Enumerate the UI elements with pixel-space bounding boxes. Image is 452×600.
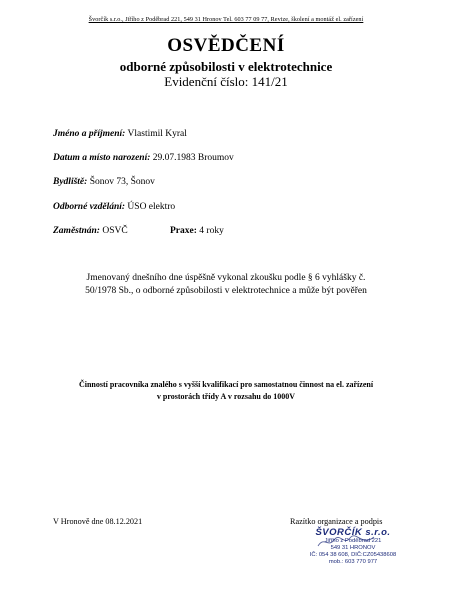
activity-line-2: v prostorách třídy A v rozsahu do 1000V [156,392,296,401]
employment-label: Zaměstnán: [53,226,100,236]
exam-line-1: Jmenovaný dnešního dne úspěšně vykonal zkoušku podle § 6 vyhlášky č. [86,273,366,283]
evidence-number: Evidenční číslo: 141/21 [164,74,288,89]
exam-paragraph [56,272,396,298]
issue-date: V Hronově dne 08.12.2021 [53,517,143,526]
employment-field [53,226,128,236]
name-field [53,129,187,139]
birth-field [53,153,234,163]
employment-value: OSVČ [102,226,128,236]
stamp-address: Jiřího z Poděbrad 221 [324,538,382,544]
practice-value: 4 roky [199,226,224,236]
stamp-label: Razítko organizace a podpis [290,517,383,526]
stamp-phone: mob.: 603 770 977 [328,559,378,565]
education-value: ÚSO elektro [127,202,176,212]
residence-field [53,177,155,187]
stamp-ids: IČ: 054 38 608, DIČ:CZ05438608 [309,552,397,558]
activity-line-1: Činností pracovníka znalého s vyšší kvalifikací pro samostatnou činnost na el. zařízení [78,380,374,389]
exam-line-2: 50/1978 Sb., o odborné způsobilosti v elektrotechnice a může být pověřen [85,286,367,296]
document-title: OSVĚDČENÍ [167,35,285,56]
signature-scribble [316,534,376,550]
stamp-company-name: ŠVORČÍK s.r.o. [315,527,391,538]
document-subtitle: odborné způsobilosti v elektrotechnice [119,59,333,74]
residence-label: Bydliště: [53,177,88,187]
education-field [53,202,175,212]
company-header: Švorčík s.r.o., Jiřího z Poděbrad 221, 549 31 Hronov Tel. 603 77 09 77, Revize, školení a montáž el. zařízení [88,16,364,23]
residence-value: Šonov 73, Šonov [89,177,155,187]
activity-scope [36,379,416,403]
practice-label: Praxe: [170,226,197,236]
birth-label: Datum a místo narození: [53,153,151,163]
name-value: Vlastimil Kyral [127,129,187,139]
birth-value: 29.07.1983 Broumov [152,153,234,163]
education-label: Odborné vzdělání: [53,202,126,212]
name-label: Jméno a příjmení: [53,129,126,139]
practice-field [170,226,224,236]
stamp-city: 549 31 HRONOV [330,545,376,551]
